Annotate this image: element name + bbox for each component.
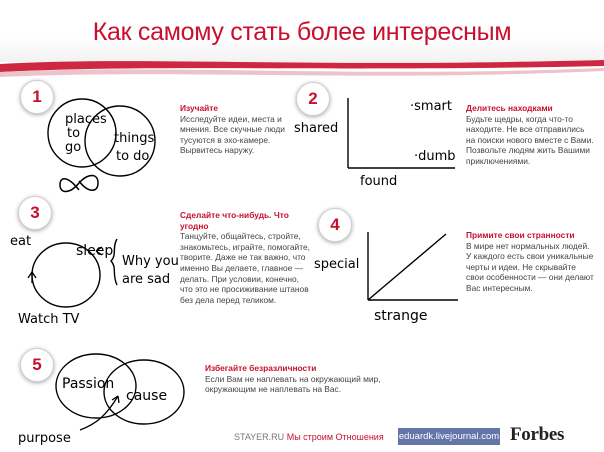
section-5-body: Если Вам не наплевать на окружающий мир, окружающим не наплевать на Вас. bbox=[205, 373, 381, 395]
go-label: go bbox=[65, 140, 82, 155]
section-1-text bbox=[180, 103, 286, 156]
livejournal-badge[interactable]: eduardk.livejournal.com bbox=[398, 428, 500, 445]
section-2-badge: 2 bbox=[296, 82, 330, 116]
things-label: things bbox=[114, 131, 155, 146]
section-4-text bbox=[466, 230, 594, 294]
section-5-sketch bbox=[14, 348, 204, 448]
decorative-swoosh bbox=[0, 58, 604, 80]
section-3-text bbox=[180, 210, 310, 305]
section-3-badge: 3 bbox=[18, 196, 52, 230]
cause-label: cause bbox=[126, 388, 168, 404]
section-2-heading: Делитесь находками bbox=[466, 103, 553, 113]
footer-site-name: STAYER.RU bbox=[234, 432, 285, 442]
to-label: to bbox=[67, 126, 81, 141]
footer-tagline: Мы строим Отношения bbox=[286, 432, 384, 442]
eat-label: eat bbox=[10, 234, 32, 249]
section-4-sketch bbox=[310, 220, 460, 330]
footer-site[interactable] bbox=[234, 432, 384, 442]
section-3-sketch bbox=[10, 225, 179, 330]
page-title: Как самому стать более интересным bbox=[92, 18, 512, 46]
section-1-body: Исследуйте идеи, места и мнения. Все скучные люди тусуются в эхо-камере. Вырвитесь наружу. bbox=[180, 113, 285, 156]
places-label: places bbox=[65, 112, 107, 127]
special-label: special bbox=[314, 257, 360, 272]
section-1-heading: Изучайте bbox=[180, 103, 219, 113]
section-5-text bbox=[205, 363, 395, 395]
section-3-body: Танцуйте, общайтесь, стройте, знакомьтесь, играйте, помогайте, творите. Даже не так важно, что именно Вы делаете, главное — делать. При условии, конечно, что это не просиживание штанов без дела перед теликом. bbox=[180, 231, 310, 305]
section-3-heading: Сделайте что-нибудь. Что угодно bbox=[180, 210, 289, 231]
section-4-body: В мире нет нормальных людей. У каждого есть свои уникальные черты и идеи. Не скрывайте свои особенности — они делают Вас интересным. bbox=[466, 240, 594, 293]
why-label: Why you bbox=[122, 254, 179, 269]
strange-label: strange bbox=[374, 308, 428, 324]
passion-label: Passion bbox=[62, 376, 115, 392]
section-5-badge: 5 bbox=[20, 348, 54, 382]
forbes-logo: Forbes bbox=[510, 424, 565, 445]
sleep-label: sleep bbox=[76, 243, 114, 259]
section-2-body: Будьте щедры, когда что-то находите. Не все отправились на поиски нового вместе с Вами. Позвольте людям жить Вашими приключениями. bbox=[466, 113, 594, 166]
section-2-sketch bbox=[290, 90, 460, 190]
purpose-label: purpose bbox=[18, 431, 71, 446]
found-label: found bbox=[360, 174, 398, 189]
section-1-badge: 1 bbox=[20, 80, 54, 114]
shared-label: shared bbox=[294, 121, 339, 136]
section-4-heading: Примите свои странности bbox=[466, 230, 575, 240]
section-5-heading: Избегайте безразличности bbox=[205, 363, 317, 373]
section-4-badge: 4 bbox=[318, 208, 352, 242]
section-2-text bbox=[466, 103, 594, 167]
todo-label: to do bbox=[116, 149, 150, 164]
section-1-sketch bbox=[30, 78, 170, 203]
aresad-label: are sad bbox=[122, 272, 171, 287]
watchtv-label: Watch TV bbox=[18, 312, 80, 327]
smart-label: ·smart bbox=[410, 99, 452, 114]
dumb-label: ·dumb bbox=[414, 149, 456, 164]
